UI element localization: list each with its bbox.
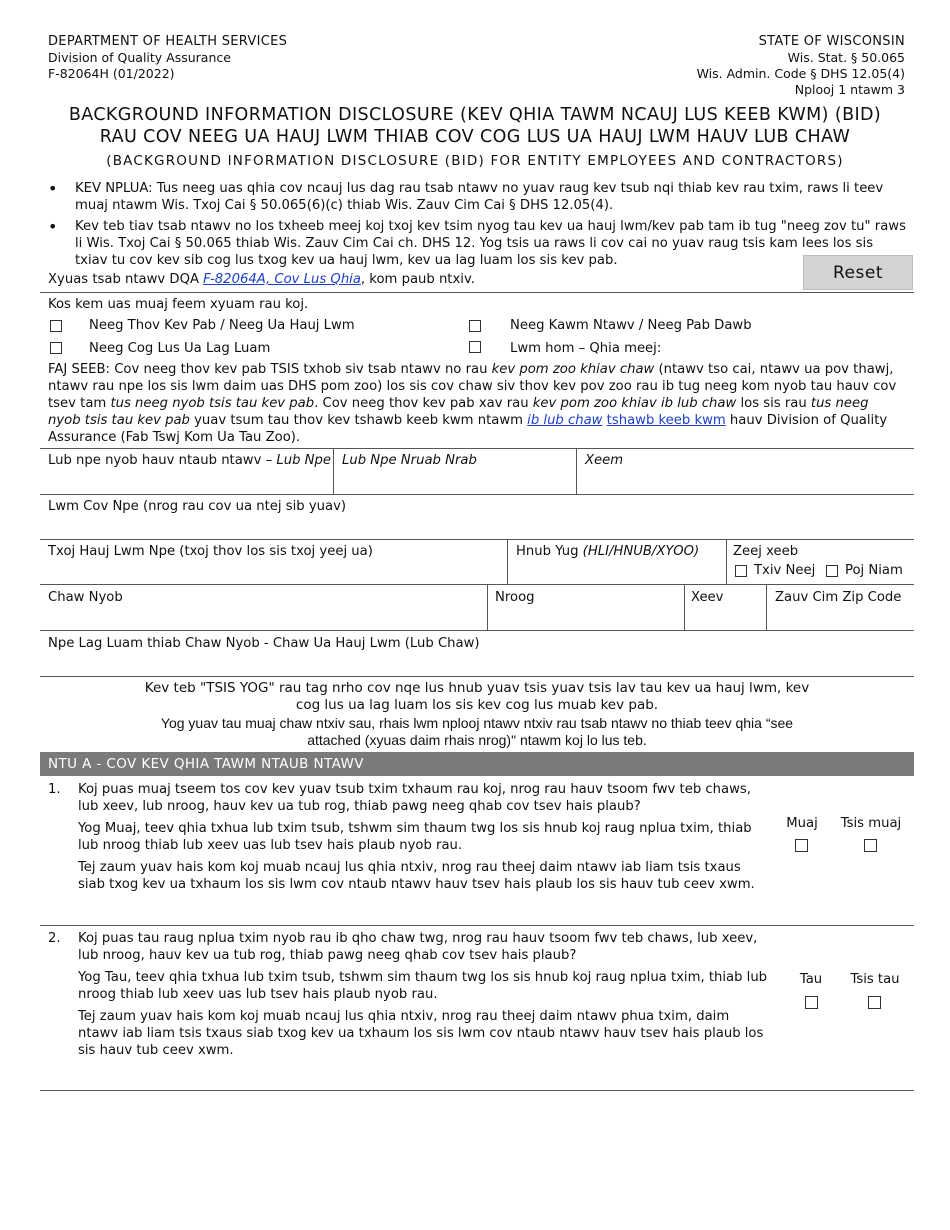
job-title-field[interactable]: Txoj Hauj Lwm Npe (txoj thov los sis txoj yeej ua) bbox=[48, 544, 373, 559]
background-check-link[interactable]: tshawb keeb kwm bbox=[606, 413, 726, 428]
entity-field[interactable]: Npe Lag Luam thiab Chaw Nyob - Chaw Ua Hauj Lwm (Lub Chaw) bbox=[48, 636, 480, 651]
form-title bbox=[0, 104, 950, 148]
divider bbox=[576, 448, 577, 494]
q2-yes-label: Tau bbox=[799, 972, 823, 987]
student-volunteer-checkbox[interactable] bbox=[469, 320, 481, 332]
divider bbox=[333, 448, 334, 494]
additional-space-note: Yog yuav tau muaj chaw ntxiv sau, rhais lwm nplooj ntawv ntxiv rau tsab ntawv no thiab teev qhia “see attached (xyuas daim rhais nrog)" ntawm koj lo lus teb. bbox=[160, 715, 794, 748]
q1-yes-label: Muaj bbox=[786, 816, 818, 831]
admin-code-ref: Wis. Admin. Code § DHS 12.05(4) bbox=[696, 66, 905, 81]
female-checkbox[interactable] bbox=[826, 565, 838, 577]
student-volunteer-label: Neeg Kawm Ntawv / Neeg Pab Dawb bbox=[510, 318, 752, 333]
penalty-text: KEV NPLUA: Tus neeg uas qhia cov ncauj lus dag rau tsab ntawv no yuav raug kev tsub nqi thiab kev rau txim, raws li teev muaj ntawm Wis. Txoj Cai § 50.065(6)(c) thiab Wis. Zauv Cim Cai § DHS 12.05(4). bbox=[75, 181, 884, 213]
bullet-icon: • bbox=[48, 179, 58, 198]
section-a-header: NTU A - COV KEV QHIA TAWM NTAUB NTAWV bbox=[40, 752, 914, 776]
title-line-1: BACKGROUND INFORMATION DISCLOSURE (KEV QHIA TAWM NCAUJ LUS KEEB KWM) (BID) bbox=[68, 105, 882, 125]
q1-no-label: Tsis muaj bbox=[840, 816, 902, 831]
statute-ref: Wis. Stat. § 50.065 bbox=[787, 50, 905, 65]
instructions-line: Xyuas tsab ntawv DQA F-82064A, Cov Lus Qhia, kom paub ntxiv. bbox=[48, 272, 475, 287]
requirement-bullet bbox=[48, 218, 908, 269]
penalty-bullet bbox=[48, 180, 908, 214]
entity-link[interactable]: ib lub chaw bbox=[527, 413, 603, 428]
instructions-link[interactable]: F-82064A, Cov Lus Qhia bbox=[203, 272, 361, 287]
bullet-icon: • bbox=[48, 217, 58, 236]
check-all-prompt: Kos kem uas muaj feem xyuam rau koj. bbox=[48, 297, 309, 312]
other-label: Lwm hom – Qhia meej: bbox=[510, 341, 662, 356]
state-header bbox=[697, 34, 905, 98]
title-line-2: RAU COV NEEG UA HAUJ LWM THIAB COV COG LUS UA HAUJ LWM HAUV LUB CHAW bbox=[99, 127, 851, 147]
first-name-field[interactable]: Lub Npe Nruab Nrab bbox=[342, 453, 477, 468]
state-field[interactable]: Xeev bbox=[691, 590, 724, 605]
question-1: 1. Koj puas muaj tseem tos cov kev yuav tsub txim txhaum rau koj, nrog rau hauv tsoom fwv teb chaws, lub xeev, lub nroog, hauv kev ua tub rog, thiab pawg neeg qhab cov tsev hais plaub? Yog Muaj, teev qhia txhua lub txim tsub, tshwm sim thaum twg los sis hnub koj raug nplua txim, thiab lub nroog thiab lub xeev uas lub tsev hais plaub nyob rau. Tej zaum yuav hais kom koj muab ncauj lus qhia ntxiv, nrog rau theej daim ntawv iab liam tsis txaus siab txog kev ua txhaum los sis lwm cov ntaub ntawv hauv tsev hais plaub los sis hauv tub ceev xwm. bbox=[48, 781, 768, 898]
requirement-text: Kev teb tiav tsab ntawv no los txheeb meej koj txoj kev tsim nyog tau kev ua hauj lwm/kev pab tam ib tug "neeg zov tu" raws li Wis. Txoj Cai § 50.065 thiab Wis. Zauv Cim Cai ch. DHS 12. Yog tsis ua raws li cov cai no yuav raug tsis kam lees los sis txiav tu cov kev sib cog lus txog kev ua hauj lwm, kev ua lag luam los sis kev pab. bbox=[75, 219, 906, 268]
divider bbox=[684, 584, 685, 630]
other-names-field[interactable]: Lwm Cov Npe (nrog rau cov ua ntej sib yuav) bbox=[48, 499, 347, 514]
contractor-checkbox[interactable] bbox=[50, 342, 62, 354]
question-1-text: Koj puas muaj tseem tos cov kev yuav tsub txim txhaum rau koj, nrog rau hauv tsoom fwv teb chaws, lub xeev, lub nroog, hauv kev ua tub rog, thiab pawg neeg qhab cov tsev hais plaub? bbox=[78, 782, 751, 814]
middle-name-field[interactable]: Xeem bbox=[585, 453, 624, 468]
q2-yes-checkbox[interactable] bbox=[805, 996, 818, 1009]
zip-field[interactable]: Zauv Cim Zip Code bbox=[775, 590, 902, 605]
caution-note: FAJ SEEB: Cov neeg thov kev pab TSIS txhob siv tsab ntawv no rau kev pom zoo khiav chaw (ntawv tso cai, ntawv ua pov thawj, ntawv rau npe los sis lwm daim uas DHS pom zoo) los sis cov chaw siv thov kev pov zoo rau ib tug neeg kom nyob tau hauv cov tsev tam tus neeg nyob tsis tau kev pab. Cov neeg thov kev pab xav rau kev pom zoo khiav ib lub chaw los sis rau tus neeg nyob tsis tau kev pab yuav tsum tau thov kev tshawb keeb kwm ntawm ib lub chaw tshawb keeb kwm hauv Division of Quality Assurance (Fab Tswj Kom Ua Tau Zoo). bbox=[48, 362, 897, 445]
female-label: Poj Niam bbox=[845, 563, 903, 578]
applicant-employee-label: Neeg Thov Kev Pab / Neeg Ua Hauj Lwm bbox=[89, 318, 355, 333]
male-checkbox[interactable] bbox=[735, 565, 747, 577]
divider bbox=[40, 676, 914, 677]
contractor-label: Neeg Cog Lus Ua Lag Luam bbox=[89, 341, 271, 356]
division-name: Division of Quality Assurance bbox=[48, 50, 231, 65]
last-name-field[interactable]: Lub npe nyob hauv ntaub ntawv – Lub Npe bbox=[48, 453, 331, 468]
question-1-note: Tej zaum yuav hais kom koj muab ncauj lus qhia ntxiv, nrog rau theej daim ntawv iab liam tsis txaus siab txog kev ua txhaum los sis lwm cov ntaub ntawv hauv tsev hais plaub los sis hauv tub ceev xwm. bbox=[78, 860, 755, 892]
applicant-employee-checkbox[interactable] bbox=[50, 320, 62, 332]
divider bbox=[766, 584, 767, 630]
divider bbox=[40, 292, 914, 293]
q1-no-checkbox[interactable] bbox=[864, 839, 877, 852]
question-2-text: Koj puas tau raug nplua txim nyob rau ib qho chaw twg, nrog rau hauv tsoom fwv teb chaws, lub xeev, lub nroog, hauv kev ua tub rog, thiab pawg neeg qhab cov tsev hais plaub? bbox=[78, 931, 758, 963]
divider bbox=[40, 630, 914, 631]
form-subtitle: (BACKGROUND INFORMATION DISCLOSURE (BID) FOR ENTITY EMPLOYEES AND CONTRACTORS) bbox=[106, 153, 844, 169]
q2-no-checkbox[interactable] bbox=[868, 996, 881, 1009]
male-label: Txiv Neej bbox=[754, 563, 816, 578]
address-field[interactable]: Chaw Nyob bbox=[48, 590, 123, 605]
page-number: Nplooj 1 ntawm 3 bbox=[794, 82, 905, 97]
divider bbox=[487, 584, 488, 630]
no-answer-note: Kev teb "TSIS YOG" rau tag nrho cov nqe lus hnub yuav tsis yuav tsis lav tau kev ua hauj lwm, kev cog lus ua lag luam los sis kev cog lus muab kev pab. bbox=[144, 680, 810, 713]
city-field[interactable]: Nroog bbox=[495, 590, 535, 605]
reset-button[interactable]: Reset bbox=[803, 255, 913, 290]
divider bbox=[40, 448, 914, 449]
divider bbox=[726, 539, 727, 584]
divider bbox=[507, 539, 508, 584]
form-number: F-82064H (01/2022) bbox=[48, 66, 175, 81]
divider bbox=[40, 925, 914, 926]
q1-yes-checkbox[interactable] bbox=[795, 839, 808, 852]
other-checkbox[interactable] bbox=[469, 341, 481, 353]
divider bbox=[40, 1090, 914, 1091]
q2-no-label: Tsis tau bbox=[850, 972, 900, 987]
department-name: DEPARTMENT OF HEALTH SERVICES bbox=[48, 34, 288, 49]
sex-label: Zeej xeeb bbox=[733, 544, 799, 559]
question-2-instructions: Yog Tau, teev qhia txhua lub txim tsub, tshwm sim thaum twg los sis hnub koj raug nplua txim, thiab lub nroog thiab lub xeev uas lub tsev hais plaub nyob rau. bbox=[78, 970, 768, 1002]
dob-field[interactable]: Hnub Yug (HLI/HNUB/XYOO) bbox=[516, 544, 700, 559]
divider bbox=[40, 539, 914, 540]
agency-header bbox=[48, 34, 287, 82]
divider bbox=[40, 584, 914, 585]
divider bbox=[40, 494, 914, 495]
question-2: 2. Koj puas tau raug nplua txim nyob rau ib qho chaw twg, nrog rau hauv tsoom fwv teb chaws, lub xeev, lub nroog, hauv kev ua tub rog, thiab pawg neeg qhab cov tsev hais plaub? Yog Tau, teev qhia txhua lub txim tsub, tshwm sim thaum twg los sis hnub koj raug nplua txim, thiab lub nroog thiab lub xeev uas lub tsev hais plaub nyob rau. Tej zaum yuav hais kom koj muab ncauj lus qhia ntxiv, nrog rau theej daim ntawv phua txim, daim ntawv iab liam tsis txaus siab txog kev ua txhaum los sis lwm cov ntaub ntawv hauv tsev hais plaub los sis hauv tub ceev xwm. bbox=[48, 931, 768, 1058]
question-2-note: Tej zaum yuav hais kom koj muab ncauj lus qhia ntxiv, nrog rau theej daim ntawv phua txim, daim ntawv iab liam tsis txaus siab txog kev ua txhaum los sis lwm cov ntaub ntawv hauv tsev hais plaub los sis hauv tub ceev xwm. bbox=[78, 1009, 764, 1058]
state-name: STATE OF WISCONSIN bbox=[758, 34, 905, 49]
question-1-instructions: Yog Muaj, teev qhia txhua lub txim tsub, tshwm sim thaum twg los sis hnub koj raug nplua txim, thiab lub nroog thiab lub xeev uas lub tsev hais plaub nyob rau. bbox=[78, 821, 752, 853]
